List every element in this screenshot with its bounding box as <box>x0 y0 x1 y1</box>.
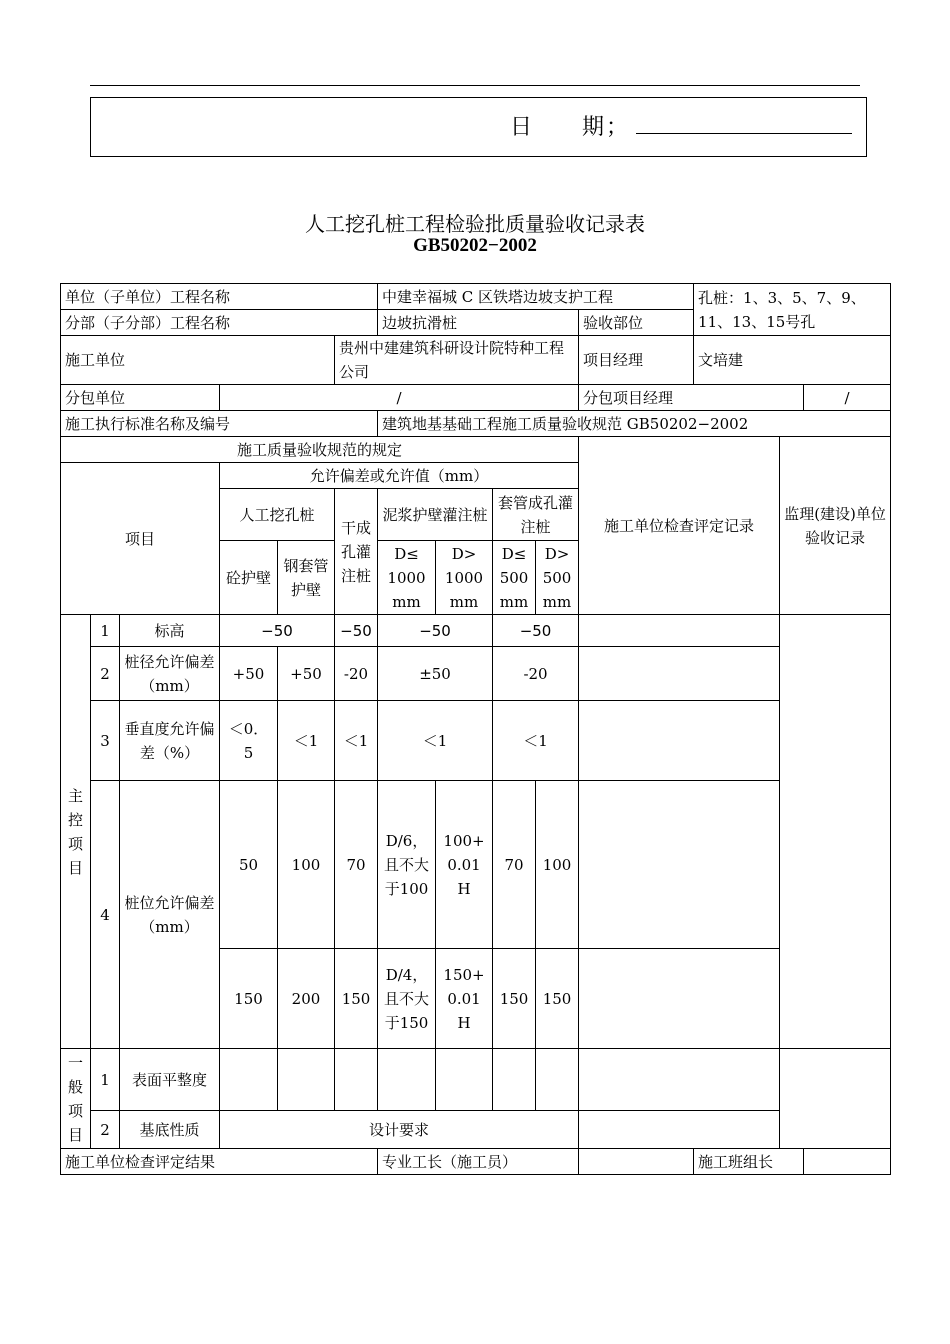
dry-value: ＜1 <box>335 701 378 781</box>
slurry-value: ＜1 <box>378 701 493 781</box>
dry-value: 70 <box>335 781 378 949</box>
foreman-label: 专业工长（施工员） <box>378 1149 579 1175</box>
team-signature-cell[interactable] <box>804 1149 891 1175</box>
dry-value: 150 <box>335 949 378 1049</box>
main-items-label: 主控项目 <box>61 615 91 1049</box>
pm-label: 项目经理 <box>579 336 694 385</box>
steel-value: ＜1 <box>278 701 335 781</box>
slurry-value: ±50 <box>378 647 493 701</box>
casing-value: −50 <box>493 615 579 647</box>
item-name: 标高 <box>120 615 220 647</box>
sub-pm-label: 分包项目经理 <box>579 385 804 411</box>
casing-value: -20 <box>493 647 579 701</box>
contractor-check-cell[interactable] <box>579 701 780 781</box>
casing-large-value: 100 <box>536 781 579 949</box>
date-label: 日 期； <box>510 115 631 140</box>
footer-row <box>61 1149 891 1175</box>
page-title: 人工挖孔桩工程检验批质量验收记录表 <box>305 212 645 236</box>
dry-value: -20 <box>335 647 378 701</box>
row-number: 1 <box>91 615 120 647</box>
concrete-value: 50 <box>220 781 278 949</box>
item-name: 表面平整度 <box>120 1049 220 1111</box>
casing-small-value: 150 <box>493 949 536 1049</box>
table-row <box>61 647 891 701</box>
casing-value: ＜1 <box>493 701 579 781</box>
item-name: 基底性质 <box>120 1111 220 1149</box>
casing-small-value: 70 <box>493 781 536 949</box>
supervisor-check-cell[interactable] <box>780 615 891 1049</box>
steel-value: 200 <box>278 949 335 1049</box>
dry-value: −50 <box>335 615 378 647</box>
contractor-label: 施工单位 <box>61 336 335 385</box>
slurry-small-value: D/4，且不大于150 <box>378 949 436 1049</box>
spec-header-row <box>61 437 891 463</box>
item-name: 桩位允许偏差（mm） <box>120 781 220 1049</box>
slurry-large-value: 150+ 0.01 H <box>436 949 493 1049</box>
item-name: 垂直度允许偏差（%） <box>120 701 220 781</box>
supervisor-check-cell[interactable] <box>780 1049 891 1149</box>
d-gt-1000-header: D> 1000 mm <box>436 541 493 615</box>
value-cell[interactable] <box>536 1049 579 1111</box>
row-number: 2 <box>91 647 120 701</box>
slurry-value: −50 <box>378 615 493 647</box>
slurry-small-value: D/6，且不大于100 <box>378 781 436 949</box>
table-row <box>61 701 891 781</box>
row-number: 3 <box>91 701 120 781</box>
casing-pile-header: 套管成孔灌注桩 <box>493 489 579 541</box>
value-cell[interactable] <box>436 1049 493 1111</box>
concrete-value: 150 <box>220 949 278 1049</box>
slurry-pile-header: 泥浆护壁灌注桩 <box>378 489 493 541</box>
contractor-check-cell[interactable] <box>579 1049 780 1111</box>
row-number: 4 <box>91 781 120 1049</box>
row-number: 1 <box>91 1049 120 1111</box>
item-name: 桩径允许偏差（mm） <box>120 647 220 701</box>
row-number: 2 <box>91 1111 120 1149</box>
spec-section-title: 施工质量验收规范的规定 <box>61 437 579 463</box>
info-row-contractor <box>61 336 891 385</box>
value-cell[interactable] <box>493 1049 536 1111</box>
table-row <box>61 615 891 647</box>
contractor-check-cell[interactable] <box>579 781 780 949</box>
std-label: 施工执行标准名称及编号 <box>61 411 378 437</box>
piles-value: 孔桩：1、3、5、7、9、11、13、15号孔 <box>694 284 891 336</box>
steel-value: 100 <box>278 781 335 949</box>
concrete-wall-header: 砼护壁 <box>220 541 278 615</box>
top-rule <box>90 85 860 86</box>
subunit-value: 边坡抗滑桩 <box>378 310 579 336</box>
team-label: 施工班组长 <box>694 1149 804 1175</box>
pm-value: 文培建 <box>694 336 891 385</box>
value-cell[interactable] <box>278 1049 335 1111</box>
date-signature-line[interactable] <box>636 133 852 134</box>
value-cell[interactable] <box>335 1049 378 1111</box>
accept-part-label: 验收部位 <box>579 310 694 336</box>
info-row-sub <box>61 385 891 411</box>
contractor-check-cell[interactable] <box>579 1111 780 1149</box>
casing-large-value: 150 <box>536 949 579 1049</box>
contractor-check-cell[interactable] <box>579 949 780 1049</box>
concrete-value: +50 <box>220 647 278 701</box>
table-row <box>61 781 891 949</box>
d-le-1000-header: D≤ 1000 mm <box>378 541 436 615</box>
foreman-signature-cell[interactable] <box>579 1149 694 1175</box>
contractor-value: 贵州中建建筑科研设计院特种工程公司 <box>335 336 579 385</box>
sub-pm-value: / <box>804 385 891 411</box>
manual-pile-header: 人工挖孔桩 <box>220 489 335 541</box>
concrete-value: ＜0．5 <box>220 701 278 781</box>
d-le-500-header: D≤ 500 mm <box>493 541 536 615</box>
sub-value: / <box>220 385 579 411</box>
design-requirement: 设计要求 <box>220 1111 579 1149</box>
d-gt-500-header: D> 500 mm <box>536 541 579 615</box>
table-row <box>61 1049 891 1111</box>
date-box <box>90 97 867 157</box>
subunit-label: 分部（子分部）工程名称 <box>61 310 378 336</box>
value-cell[interactable] <box>378 1049 436 1111</box>
standard-code: GB50202−2002 <box>413 235 537 256</box>
info-row-unit <box>61 284 891 310</box>
tolerance-title: 允许偏差或允许值（mm） <box>220 463 579 489</box>
unit-label: 单位（子单位）工程名称 <box>61 284 378 310</box>
dry-pile-header: 干成孔灌注桩 <box>335 489 378 615</box>
contractor-check-header: 施工单位检查评定记录 <box>579 437 780 615</box>
general-items-label: 一般项目 <box>61 1049 91 1149</box>
supervisor-check-header: 监理(建设)单位验收记录 <box>780 437 891 615</box>
table-row <box>61 1111 891 1149</box>
item-column-header: 项目 <box>61 463 220 615</box>
info-row-standard <box>61 411 891 437</box>
contractor-check-cell[interactable] <box>579 615 780 647</box>
manual-value: −50 <box>220 615 335 647</box>
steel-wall-header: 钢套管护壁 <box>278 541 335 615</box>
slurry-large-value: 100+ 0.01 H <box>436 781 493 949</box>
unit-value: 中建幸福城 C 区铁塔边坡支护工程 <box>378 284 694 310</box>
steel-value: +50 <box>278 647 335 701</box>
sub-label: 分包单位 <box>61 385 220 411</box>
value-cell[interactable] <box>220 1049 278 1111</box>
std-value: 建筑地基基础工程施工质量验收规范 GB50202−2002 <box>378 411 891 437</box>
contractor-check-cell[interactable] <box>579 647 780 701</box>
acceptance-record-table <box>60 283 891 1175</box>
result-label: 施工单位检查评定结果 <box>61 1149 378 1175</box>
